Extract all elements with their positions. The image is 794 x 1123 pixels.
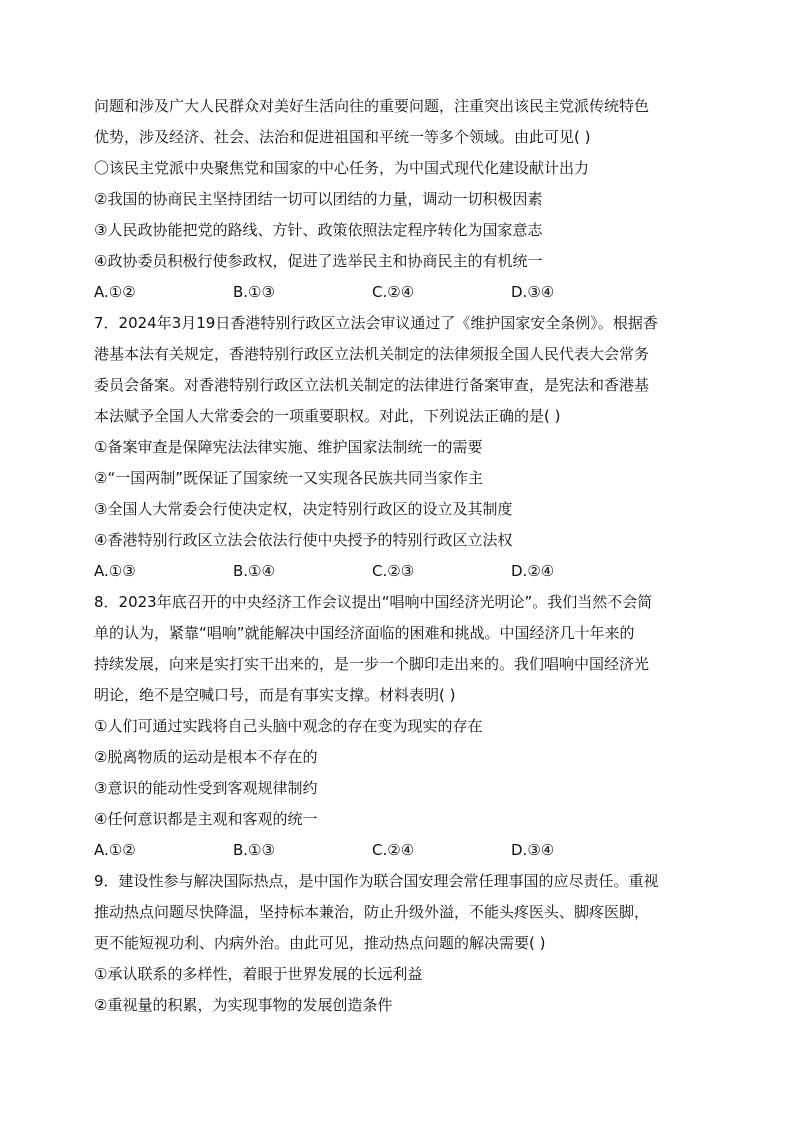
question-stem-line: 委员会备案。对香港特别行政区立法机关制定的法律进行备案审查，是宪法和香港基 xyxy=(94,376,650,394)
option-a: A.①② xyxy=(94,841,136,859)
answer-options xyxy=(94,835,714,866)
option-b: B.①④ xyxy=(233,562,275,580)
statement-1: ①人们可通过实践将自己头脑中观念的存在变为现实的存在 xyxy=(94,717,483,735)
question-stem-line: 更不能短视功利、内病外治。由此可见，推动热点问题的解决需要( ) xyxy=(94,934,546,952)
question-stem-line: 明论，绝不是空喊口号，而是有事实支撑。材料表明( ) xyxy=(94,686,456,704)
answer-options xyxy=(94,277,714,308)
statement-1: ①承认联系的多样性，着眼于世界发展的长远利益 xyxy=(94,965,423,983)
option-d: D.②④ xyxy=(511,562,555,580)
option-a: A.①③ xyxy=(94,562,136,580)
statement-4: ④任何意识都是主观和客观的统一 xyxy=(94,810,318,828)
option-b: B.①③ xyxy=(233,841,275,859)
option-c: C.②④ xyxy=(372,283,415,301)
statement-2: ②我国的协商民主坚持团结一切可以团结的力量，调动一切积极因素 xyxy=(94,190,543,208)
question-stem-line: 推动热点问题尽快降温，坚持标本兼治，防止升级外溢，不能头疼医头、脚疼医脚， xyxy=(94,903,650,921)
question-stem-line: 8．2023年底召开的中央经济工作会议提出“唱响中国经济光明论”。我们当然不会简 xyxy=(94,593,653,611)
question-6 xyxy=(94,91,714,308)
statement-2: ②重视量的积累，为实现事物的发展创造条件 xyxy=(94,996,393,1014)
question-8 xyxy=(94,587,714,866)
question-9 xyxy=(94,866,714,1021)
option-c: C.②③ xyxy=(372,562,415,580)
statement-2: ②脱离物质的运动是根本不存在的 xyxy=(94,748,318,766)
option-a: A.①② xyxy=(94,283,136,301)
page-content xyxy=(94,91,714,1021)
question-stem-line: 持续发展，向来是实打实干出来的，是一步一个脚印走出来的。我们唱响中国经济光 xyxy=(94,655,650,673)
question-stem-line: 本法赋予全国人大常委会的一项重要职权。对此，下列说法正确的是( ) xyxy=(94,407,561,425)
statement-3: ③意识的能动性受到客观规律制约 xyxy=(94,779,318,797)
option-d: D.③④ xyxy=(511,841,555,859)
statement-3: ③人民政协能把党的路线、方针、政策依照法定程序转化为国家意志 xyxy=(94,221,543,239)
statement-2: ②“一国两制”既保证了国家统一又实现各民族共同当家作主 xyxy=(94,469,483,487)
statement-4: ④香港特别行政区立法会依法行使中央授予的特别行政区立法权 xyxy=(94,531,513,549)
option-b: B.①③ xyxy=(233,283,275,301)
question-stem-line: 优势，涉及经济、社会、法治和促进祖国和平统一等多个领域。由此可见( ) xyxy=(94,128,591,146)
statement-4: ④政协委员积极行使参政权，促进了选举民主和协商民主的有机统一 xyxy=(94,252,543,270)
statement-1: 〇该民主党派中央聚焦党和国家的中心任务，为中国式现代化建设献计出力 xyxy=(94,159,590,177)
question-stem-line: 7．2024年3月19日香港特别行政区立法会审议通过了《维护国家安全条例》。根据香 xyxy=(94,314,658,332)
question-stem-line: 问题和涉及广大人民群众对美好生活向往的重要问题，注重突出该民主党派传统特色 xyxy=(94,97,650,115)
statement-3: ③全国人大常委会行使决定权，决定特别行政区的设立及其制度 xyxy=(94,500,513,518)
question-stem-line: 港基本法有关规定，香港特别行政区立法机关制定的法律须报全国人民代表大会常务 xyxy=(94,345,650,363)
question-stem-line: 9．建设性参与解决国际热点，是中国作为联合国安理会常任理事国的应尽责任。重视 xyxy=(94,872,659,890)
option-c: C.②④ xyxy=(372,841,415,859)
question-stem-line: 单的认为，紧靠“唱响”就能解决中国经济面临的困难和挑战。中国经济几十年来的 xyxy=(94,624,635,642)
question-7 xyxy=(94,308,714,587)
answer-options xyxy=(94,556,714,587)
statement-1: ①备案审查是保障宪法法律实施、维护国家法制统一的需要 xyxy=(94,438,483,456)
option-d: D.③④ xyxy=(511,283,555,301)
